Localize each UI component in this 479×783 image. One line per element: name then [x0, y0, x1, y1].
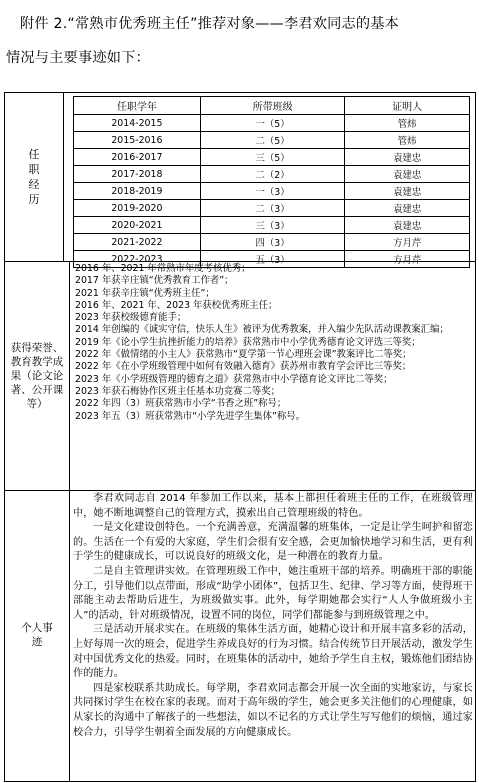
cell-class: 一（3） [200, 183, 345, 200]
history-label: 任职经历 [28, 148, 40, 206]
heading [6, 6, 476, 76]
list-item: 2023 年《小学班级管理的德育之道》获常熟市中小学德育论文评比二等奖； [75, 373, 393, 385]
list-item: 2023 年获校级德育能手； [75, 312, 187, 324]
list-item: 2019 年《论小学生抗挫折能力的培养》获常熟市中小学优秀德育论文评选三等奖； [75, 336, 421, 348]
cell-witness: 方月芹 [345, 234, 470, 251]
list-item: 2023 年五（3）班获常熟市“小学先进学生集体”称号。 [75, 410, 306, 422]
list-item: 2016 年、2021 年常熟市年度考核优秀； [75, 263, 251, 274]
cell-witness: 管炜 [345, 132, 470, 149]
cell-year: 2018-2019 [74, 183, 201, 200]
table-row [74, 132, 470, 149]
column-header-witness: 证明人 [345, 97, 470, 115]
cell-class: 五（3） [200, 251, 345, 268]
table-row [74, 115, 470, 132]
cell-year: 2020-2021 [74, 217, 201, 234]
cell-witness: 管炜 [345, 115, 470, 132]
cell-year: 2021-2022 [74, 234, 201, 251]
table-row [74, 217, 470, 234]
table-row [74, 234, 470, 251]
list-item: 2023 年获石梅协作区班主任基本功竞赛二等奖； [75, 385, 280, 397]
honors-label: 获得荣誉、教育教学成果（论文论著、公开课等） [10, 342, 64, 410]
cell-witness: 袁建忠 [345, 166, 470, 183]
table-row [74, 200, 470, 217]
history-section [5, 93, 475, 266]
cell-witness: 袁建忠 [345, 217, 470, 234]
list-item: 2021 年获辛庄镇“优秀班主任”； [75, 287, 215, 299]
heading-line-2: 情况与主要事迹如下： [6, 50, 150, 66]
deeds-section [5, 489, 475, 781]
list-item: 2022 年四（3）班获常熟市小学“书香之班”称号； [75, 398, 287, 410]
honors-section [5, 261, 475, 491]
table-row [74, 183, 470, 200]
honors-label-cell [5, 262, 70, 490]
heading-line-1: 附件 2.“常熟市优秀班主任”推荐对象——李君欢同志的基本 [20, 16, 400, 32]
column-header-year: 任职学年 [74, 97, 201, 115]
table-header-row [74, 97, 470, 115]
deeds-text [73, 492, 473, 740]
list-item: 2017 年获辛庄镇“优秀教育工作者”； [75, 275, 234, 287]
cell-year: 2019-2020 [74, 200, 201, 217]
cell-year: 2022-2023 [74, 251, 201, 268]
cell-witness: 袁建忠 [345, 183, 470, 200]
table-row [74, 149, 470, 166]
cell-class: 二（3） [200, 200, 345, 217]
cell-year: 2017-2018 [74, 166, 201, 183]
cell-class: 二（5） [200, 132, 345, 149]
list-item: 2022 年《在小学班级管理中如何有效融入德育》获苏州市教育学会评比三等奖； [75, 361, 412, 373]
deeds-label-cell [5, 489, 70, 781]
cell-year: 2016-2017 [74, 149, 201, 166]
paragraph: 四是家校联系共助成长。每学期，李君欢同志都会开展一次全面的实地家访，与家长共同探讨学生在校在家的表现。而对于高年级的学生，她会更多关注他们的心理健康，如从家长的沟通中了解孩子的一些想法，如以不记名的方式让学生写写他们的烦恼，通过家校合力，引导学生朝着全面发展的方向健康成长。 [73, 682, 473, 738]
cell-witness: 方月芹 [345, 251, 470, 268]
cell-year: 2014-2015 [74, 115, 201, 132]
paragraph: 二是自主管理讲实效。在管理班级工作中，她注重班干部的培养。明确班干部的职能分工，引导他们以点带面，形成“助学小团体”，包括卫生、纪律、学习等方面，使得班干部能主动去帮助后进生，为班级做实事。此外，每学期她都会实行“人人争做班级小主人”的活动，针对班级情况，设置不同的岗位，同学们都能参与到班级管理之中。 [73, 565, 473, 621]
cell-class: 三（5） [200, 149, 345, 166]
cell-year: 2015-2016 [74, 132, 201, 149]
deeds-label: 个人事迹 [21, 622, 53, 648]
table-row [74, 166, 470, 183]
paragraph: 三是活动开展求实在。在班级的集体生活方面，她精心设计和开展丰富多彩的活动，上好每周一次的班会，促进学生养成良好的行为习惯。结合传统节日开展活动，激发学生对中国优秀文化的热爱。同时，在班集体的活动中，她给予学生自主权，锻炼他们团结协作的能力。 [73, 624, 473, 680]
cell-class: 四（3） [200, 234, 345, 251]
honors-list [75, 263, 473, 423]
column-header-class: 所带班级 [200, 97, 345, 115]
list-item: 2014 年创编的《诚实守信，快乐人生》被评为优秀教案，并入编少先队活动课教案汇编； [75, 324, 449, 336]
cell-class: 三（3） [200, 217, 345, 234]
cell-witness: 袁建忠 [345, 200, 470, 217]
paragraph: 一是文化建设创特色。一个充满善意，充满温馨的班集体，一定是让学生呵护和留恋的。生活在一个有爱的大家庭，学生们会很有安全感，会更加愉快地学习和生活，更有利于学生的健康成长，可以说良好的班级文化，是一种潜在的教育力量。 [73, 522, 473, 563]
cell-witness: 袁建忠 [345, 149, 470, 166]
list-item: 2022 年《做情绪的小主人》获常熟市“夏学第一节心理班会课”教案评比二等奖； [75, 349, 412, 361]
cell-class: 二（2） [200, 166, 345, 183]
paragraph: 李君欢同志自 2014 年参加工作以来，基本上都担任着班主任的工作，在班级管理中，她不断地调整自己的管理方式，摸索出自己管理班级的特色。 [73, 493, 473, 519]
history-label-cell [5, 93, 64, 261]
history-table [73, 96, 470, 268]
cell-class: 一（5） [200, 115, 345, 132]
list-item: 2016 年、2021 年、2023 年获校优秀班主任； [75, 299, 278, 311]
